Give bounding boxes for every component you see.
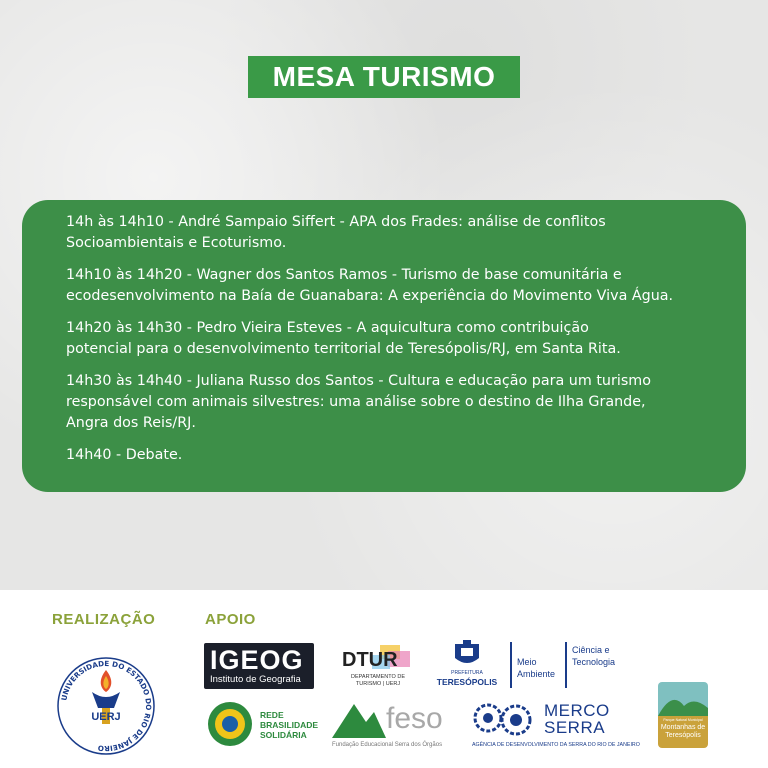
- apoio-label: APOIO: [205, 611, 256, 628]
- uerj-ring-text: UNIVERSIDADE DO ESTADO DO RIO DE JANEIRO: [59, 658, 154, 754]
- schedule-item-line: 14h30 às 14h40 - Juliana Russo dos Santos - Cultura e educação para um turismo: [66, 373, 651, 389]
- rede-brasilidade-logo: [206, 700, 319, 750]
- meio-ambiente-text: Meio Ambiente: [517, 657, 556, 679]
- title-banner: [248, 56, 520, 98]
- schedule-item-line: 14h10 às 14h20 - Wagner dos Santos Ramos - Turismo de base comunitária e: [66, 267, 622, 283]
- schedule-item-line: potencial para o desenvolvimento territorial de Teresópolis/RJ, em Santa Rita.: [66, 341, 621, 357]
- schedule-item: [66, 265, 724, 307]
- schedule-item: [66, 371, 724, 434]
- coat-of-arms-icon: [432, 640, 502, 670]
- mountain-icon: [332, 700, 386, 740]
- dtur-subtitle: DEPARTAMENTO DE TURISMO | UERJ: [351, 674, 405, 687]
- rede-name: REDE BRASILIDADE SOLIDÁRIA: [260, 710, 319, 740]
- parque-name: Montanhas de Teresópolis: [660, 724, 706, 739]
- schedule-item-line: ecodesenvolvimento na Baía de Guanabara: A experiência do Movimento Viva Água.: [66, 288, 674, 304]
- uerj-logo: [52, 652, 160, 760]
- igeog-subtitle: Instituto de Geografia: [210, 674, 301, 685]
- schedule-item-line: Angra dos Reis/RJ.: [66, 415, 196, 431]
- merco-name: MERCO SERRA: [544, 701, 610, 737]
- schedule-item-line: responsável com animais silvestres: uma análise sobre o destino de Ilha Grande,: [66, 394, 646, 410]
- prefeitura-label: PREFEITURA: [451, 670, 483, 676]
- feso-subtitle: Fundação Educacional Serra dos Órgãos: [332, 742, 443, 748]
- parque-label: Parque Natural Municipal: [663, 718, 703, 722]
- gears-icon: [472, 700, 542, 740]
- uerj-acronym: UERJ: [91, 711, 121, 723]
- schedule-item: [66, 445, 724, 466]
- igeog-name: IGEOG: [210, 645, 304, 675]
- ciencia-tecnologia-text: Ciência e Tecnologia: [572, 645, 616, 667]
- page-title: MESA TURISMO: [272, 61, 496, 92]
- merco-subtitle: AGÊNCIA DE DESENVOLVIMENTO DA SERRA DO RIO DE JANEIRO: [472, 742, 640, 748]
- igeog-logo: [204, 643, 314, 689]
- schedule-item-line: 14h às 14h10 - André Sampaio Siffert - APA dos Frades: análise de conflitos: [66, 214, 606, 230]
- schedule-item: [66, 318, 724, 360]
- realizacao-label: REALIZAÇÃO: [52, 611, 156, 628]
- schedule-item-line: 14h20 às 14h30 - Pedro Vieira Esteves - A aquicultura como contribuição: [66, 320, 589, 336]
- hills-icon: [658, 682, 708, 716]
- prefeitura-logo: [432, 640, 502, 690]
- dtur-logo: [332, 645, 422, 689]
- globe-icon: [206, 700, 256, 750]
- prefeitura-name: TERESÓPOLIS: [436, 677, 498, 687]
- schedule-item: [66, 212, 724, 254]
- parque-montanhas-logo: [658, 682, 708, 748]
- schedule-panel: [22, 200, 746, 492]
- merco-serra-logo: [472, 700, 640, 752]
- schedule-item-line: Socioambientais e Ecoturismo.: [66, 235, 287, 251]
- feso-name: feso: [386, 702, 443, 735]
- dtur-name: DTUR: [342, 649, 398, 671]
- feso-logo: [332, 700, 448, 752]
- schedule-item-line: 14h40 - Debate.: [66, 447, 183, 463]
- secretaria-logo: [510, 642, 630, 688]
